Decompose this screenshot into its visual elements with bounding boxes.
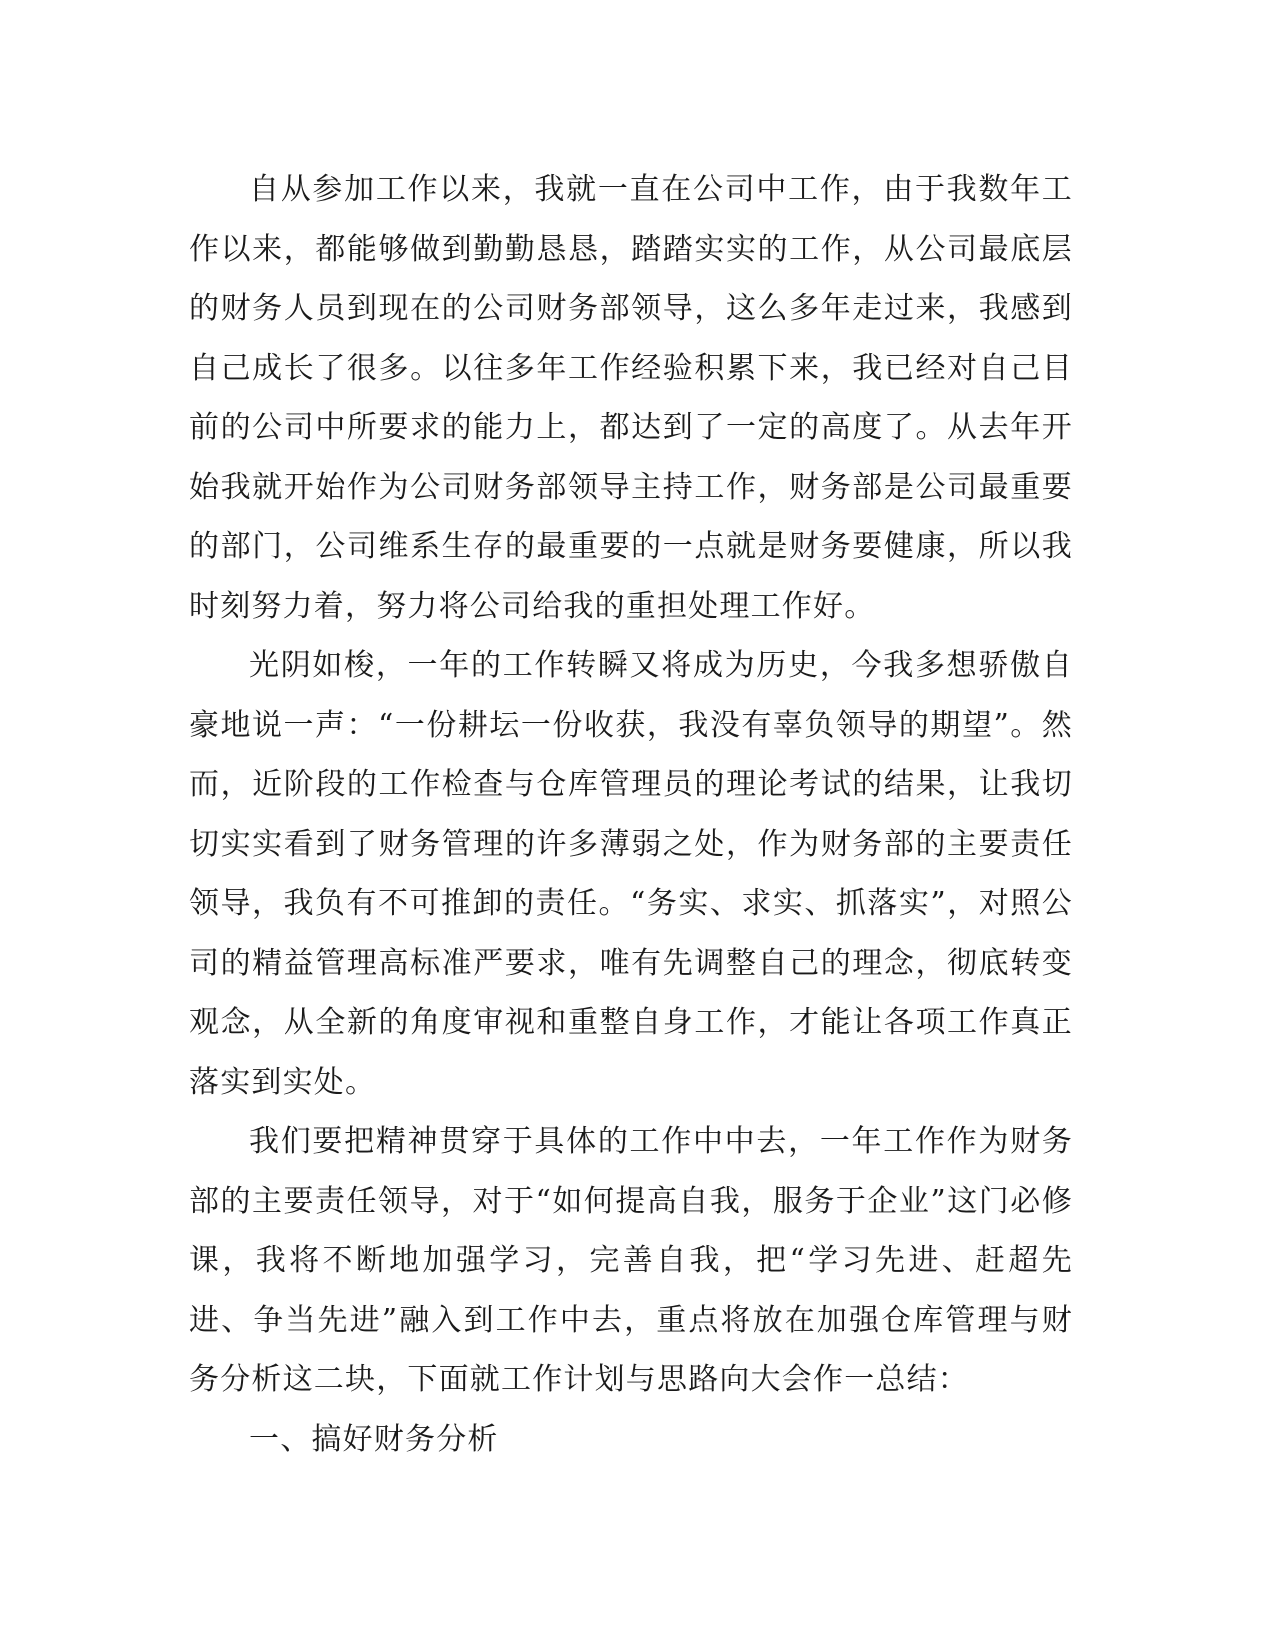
paragraph-intro: 自从参加工作以来，我就一直在公司中工作，由于我数年工作以来，都能够做到勤勤恳恳，踏踏实实的工作，从公司最底层的财务人员到现在的公司财务部领导，这么多年走过来，我感到自己成长了很多。以往多年工作经验积累下来，我已经对自己目前的公司中所要求的能力上，都达到了一定的高度了。从去年开始我就开始作为公司财务部领导主持工作，财务部是公司最重要的部门，公司维系生存的最重要的一点就是财务要健康，所以我时刻努力着，努力将公司给我的重担处理工作好。 xyxy=(189,172,1073,624)
section-heading: 一、搞好财务分析 xyxy=(249,1421,499,1457)
paragraph-reflection: 光阴如梭，一年的工作转瞬又将成为历史，今我多想骄傲自豪地说一声：“一份耕坛一份收获，我没有辜负领导的期望”。然而，近阶段的工作检查与仓库管理员的理论考试的结果，让我切切实实看到了财务管理的许多薄弱之处，作为财务部的主要责任领导，我负有不可推卸的责任。“务实、求实、抓落实”，对照公司的精益管理高标准严要求，唯有先调整自己的理念，彻底转变观念，从全新的角度审视和重整自身工作，才能让各项工作真正落实到实处。 xyxy=(189,648,1073,1100)
document-body xyxy=(189,160,1073,1469)
paragraph-plan: 我们要把精神贯穿于具体的工作中中去，一年工作作为财务部的主要责任领导，对于“如何提高自我，服务于企业”这门必修课，我将不断地加强学习，完善自我，把“学习先进、赶超先进、争当先进”融入到工作中去，重点将放在加强仓库管理与财务分析这二块，下面就工作计划与思路向大会作一总结： xyxy=(189,1124,1073,1397)
